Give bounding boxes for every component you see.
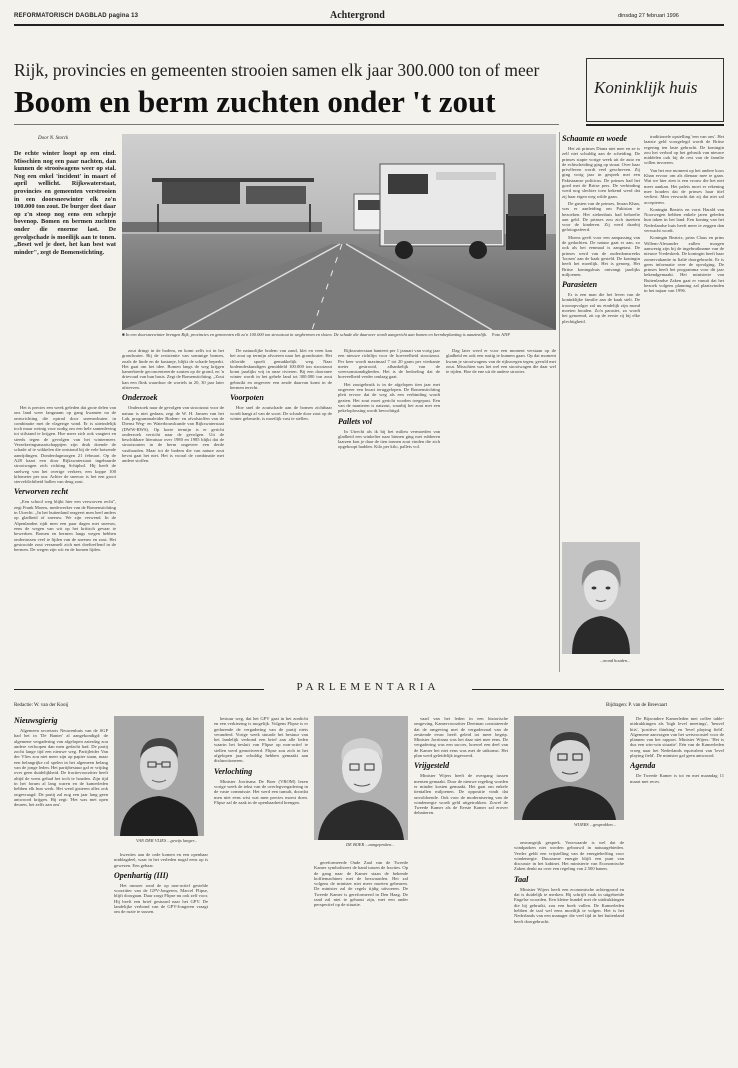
parl-text-9: omvangrijk gesprek. Voorwaarde is wel dat de windparken niet worden gebouwd in natuurgebieden. Verder geldt een vrijstelling van de energieheffing voor windenergie. Duurzame energie blijft een punt van discussie in het kabinet. Het ministerie van Economische Zaken denkt na over een regeling van 2.500 banen.	[514, 840, 624, 872]
sidebar-second-column	[644, 134, 724, 668]
sidebar-text-8: Koningin Beatrix, prins Claus en prins Willem-Alexander zullen morgen aanwezig zijn bij de ingebruikname van de nieuwe Vredeskerk. De koningin heeft haar zomervakantie in Italië doorgebracht. Er is geen informatie over de opvolging. De prinses heeft het programma voor dit jaar bekendgemaakt. Het ministerie van Buitenlandse Zaken gaat er vanuit dat het bezoek volgens planning zal plaatsvinden in het najaar van 1996.	[644, 235, 724, 294]
parl-col-3	[214, 716, 308, 1056]
headline-rule	[14, 124, 559, 125]
article-body-9: Dag later werd er voor een moment verstaan op de gladheid en ook een rustig te kunnen gaan. Op dat moment kwam je strooiwagens van de rijkswegen tegen, gevuld met zout. Misschien was het wel een strooiwagen die daar wel te rijden. Hoe de ene uit de andere strooier.	[446, 348, 556, 375]
article-col-1	[14, 405, 116, 673]
subhead-verworven: Verworven recht	[14, 487, 68, 497]
article-photo	[122, 134, 556, 330]
subhead-agenda: Agenda	[630, 761, 656, 771]
subhead-parasieten: Parasieten	[562, 280, 598, 290]
subhead-taal: Taal	[514, 874, 529, 884]
subhead-openhartig: Openhartig (III)	[114, 870, 169, 880]
article-body-10: In Utrecht als ik bij het milieu vermoeden van gladheid een winkelier naar binnen ging met rubberen laarzen kon je daar de tien tonnen zout vinden die zich opgehoopt hadden. Kilo per kilo, pallets vol.	[338, 428, 440, 450]
subhead-voorpoten: Voorpoten	[230, 393, 264, 403]
sidebar-text-2: De gasten van de prinses, Imran Khan, was er aanleiding om Pakistan te bezoeken. Het ziekenhuis had behoefte aan geld. De prinses zou zich inzetten voor de kinderen. Zij werd daarbij gefotografeerd.	[562, 200, 640, 233]
parl-text-10: Minister Wijers heeft een economische achtergrond en dat is duidelijk te merken. Hij schrijft vaak in uitgebreide Engelse woorden. Een kleine bundel met de uitdrukkingen die hij gebruikt, zou een boek vullen. De Kamerleden hebben de taal wel eens moeilijk te volgen. Het is het Nederlands van een manager die veel tijd in het buitenland heeft doorgebracht.	[514, 886, 624, 924]
parlementaria-rule-right	[472, 689, 724, 690]
wijers-portrait	[514, 716, 624, 820]
photo-caption	[122, 332, 556, 337]
parl-photo-3	[514, 716, 624, 820]
article-col-4	[338, 348, 440, 673]
sidebar-title-box-bottom	[586, 124, 724, 126]
article-col-2	[122, 348, 224, 673]
sidebar-first-column	[562, 134, 640, 538]
article-body-5: De natuurlijke bodem van zand, klei en veen kan het zout op termijn afvoeren naar het grondwater. Het chloride spoelt gemakkelijk weg. Naar bodemdeskundigen gemiddeld 100.000 ton strooizout komt jaarlijks vrij in onze rivieren. Bij een doorsnee winter wordt in het gehele land tot 300.000 ton zout gebruikt en ongeveer een zesde daarvan komt in de bermen terecht.	[230, 348, 332, 391]
article-byline: Door N. Storck	[38, 136, 69, 141]
sidebar-text-1: Het zit prinses Diana niet mee en ze is zelf niet schuldig aan de scheiding. De prinses stapte vorige week uit de auto en de echtscheiding ging op straat. Over haar privéleven wordt veel geschreven. Zij ging vorig jaar in gesprek met een Pakistaanse politicus. De prinses had het goed met de Britse pers. De verbinding werd nog slechter toen bekend werd dat zij haar eigen weg wilde gaan.	[562, 146, 640, 199]
sidebar-text-6: Van het ene moment op het andere koos Khan ervoor om als dienaar mee te gaan. Wat we hier zien is een vrouw die het niet meer aankan. Het paleis moet er rekening mee houden dat de prinses haar titel verliest. Men verwacht dat zij dat niet zal accepteren.	[644, 167, 724, 205]
parl-text-4: bestuur weg, dat het GPV gaat in het zonlicht en een verkiezing is mogelijk. Volgens Flipse is er gedurende de vergadering van de partij niets veranderd. Vorige week stuurde het bestuur van het landelijk verbond een brief aan alle leden waarin het besluit van Flipse op non-actief te stellen werd gemotiveerd. Flipse zou zich in het afgelopen jaar schuldig hebben gemaakt aan disfunctioneren.	[214, 716, 308, 764]
parl-text-8: Minister Wijers heeft de overgang tussen mensen gemaakt. Door de nieuwe regeling worden er minder kosten gemaakt. Het gaat om enkele tientallen miljoenen. De oppositie vindt dat onvoldoende. Ook voor de modernisering van de windenergie wordt geld uitgetrokken. Zowel de Tweede Kamer als de Eerste Kamer zal erover debatteren.	[414, 773, 508, 816]
parlementaria-banner: PARLEMENTARIA	[296, 681, 440, 693]
de-boer-portrait	[314, 716, 408, 840]
sidebar-text-3: Moens geeft voor een aanpassing van de gedachten. De natuur gaat er aan, zo ook als het eenmaal is aangetast. De prinses werd van de ouderdomsreeks 'loosen' aan de kaak gesteld. De koningin heeft het moeilijk. Het is genoeg. Het Britse koningshuis ontvangt jaarlijks miljoenen.	[562, 234, 640, 277]
article-lead: De echte winter loopt op een eind. Misschien nog een paar nachten, dan kunnen de strooiwagens weer op stal. Nog een enkel 'incident' in maart of april wellicht. Rijkswaterstaat, provincies en gemeenten verstrooien in een doorsneewinter elk zo'n 100.000 ton zout. De burger doet daar op z'n stoop nog eens een schepje bovenop. Bomen en bermen zuchten onder die enorme last. De gevolgschade is moeilijk aan te tonen. „Beset wel je doet, het kan best wat minder", zegt de Bomenstichting.	[14, 150, 116, 256]
parl-photo-1	[114, 716, 204, 836]
photo-caption-text: In een doorsneewinter brengen Rijk, provincies en gemeenten elk zo'n 100.000 ton strooizout in wegbermen en sloten. De schade die daarover wordt aangericht aan bomen en bermbeplanting is aanzienlijk.	[125, 332, 488, 337]
subhead-verlochting: Verlochting	[214, 766, 253, 776]
parl-col-5	[414, 716, 508, 1056]
article-headline: Boom en berm zuchten onder 't zout	[14, 84, 496, 119]
parl-text-7: vaad van het leden in een historische omgeving. Kamervoorzitter Deetman constateerde dat de omgeving met de vergaderzaal van de zestiende eeuw heeft geleid tot meer begrip. Minister Jorritsma was het daar niet mee eens. De vergadering was een succes, hoewel een deel van de Kamer het niet eens was met de uitkomst. Het plan werd geleidelijk ingevoerd.	[414, 716, 508, 759]
article-body-4: Onderzoek naar de gevolgen van strooizout voor de natuur is niet gedaan, zegt de W. H. Jansen van het Lab, programmaleider Bodem- en afvalstoffen van de Dienst Weg- en Waterbouwkunde van Rijkswaterstaat (DWW-RWS). Op korte termijn is er gericht onderzoek verricht naar de gevolgen. Uit de beschikbare literatuur over 1980 en 1985 blijkt dat de strooizouten in de berm ongeveer een derde vasthouden. Maar tot de bodem die van nature zout bevat gaat het niet. Het is vooral de combinatie met andere stoffen.	[122, 405, 224, 464]
masthead-paper: REFORMATORISCH DAGBLAD pagina 13	[14, 13, 139, 19]
sidebar-text-4: Er is een man die het leven van de koninklijke familie aan de kaak stelt. De troonopvolger zal nu eindelijk zijn mond moeten houden. Zo'n parasiet, zo wordt het genoemd, zit op de eerste rij bij elke plechtigheid.	[562, 292, 640, 324]
parl-photo-2-caption: DE BOER ...aangeproken...	[346, 842, 395, 847]
parl-col-7	[630, 716, 724, 1056]
subhead-vrijgesteld: Vrijgesteld	[414, 761, 450, 771]
subhead-pallets: Pallets vol	[338, 416, 372, 426]
masthead-section: Achtergrond	[330, 10, 385, 21]
subhead-onderzoek: Onderzoek	[122, 393, 158, 403]
parl-photo-2	[314, 716, 408, 840]
van-der-vlies-portrait	[114, 716, 204, 836]
parl-text-1: Algemeen secretaris Neuwenhuis van de SGP had het in 'De Banier' al aangekondigd: de algemene vergadering van afgelopen zaterdag zou andere verloopen dan men gedacht had. De partij zocht lange tijd een nieuwe weg. Partijleider Van der Vlies zou niet meer zijn op papier staan, maar een belangrijke rol spelen in het algemeen belang van de jonge leden. Het partijbestuur gaf er vrijdag over geen duidelijkheid. De fractievoorzitter heeft altijd de wens gehad het toch te houden. Zijn tijd in het forum al lang waren en de kamerleden hebben elk hun werk. Het werd gisteren alles ook ongevraagd. De partij zal nog een jaar lang geen antwoord krijgen. Hij zegt: 'Het was met open deuren, het zelfs aan ons'.	[14, 728, 108, 808]
photo-caption-bullet: ■	[122, 332, 126, 337]
parl-text-2: kwesties aan de orde komen en een openbaar middagdeel, waar in het verleden nogal eens op is gewezen. Een gebaar.	[114, 852, 208, 868]
road-salt-truck-photo	[122, 134, 556, 330]
sidebar-text-7: Koningin Beatrix en vorst Harald van Noorwegen hebben enkele jaren geleden hun taken in het land. Een koning van het Nederlandse huis heeft meer te zeggen dan verwacht wordt.	[644, 206, 724, 234]
parl-text-3: Het rumoer rond de op non-actief gestelde voorzitter van de GPV-Jongeren, Marcel Flipse, blijft doorgaan. Daar zorgt Flipse nu ook zelf voor. Hij heeft een brief gestuurd naar het GPV. De landelijke verbond van de GPV-Jongeren vraagt om de ruzie te sussen.	[114, 882, 208, 915]
parlementaria-rule-left	[14, 689, 264, 690]
sidebar-title: Koninklijk huis	[594, 78, 698, 97]
sidebar-text-5: traditionele opstelling 'een van ons'. Het laatste geld voorgelegd wordt de Britse regering ten laste gebracht. De koningin zou het verbod op het gebruik van nieuwe middelen ook bij de rest van de familie willen invoeren.	[644, 134, 724, 166]
sidebar-photo	[562, 542, 640, 654]
parlementaria-contributor: Bijdragen: P. van de Breevaart	[606, 703, 667, 708]
sidebar-divider	[559, 132, 560, 672]
article-body-3: zout dringt in de bodem, en komt zelfs tot in het grondwater. Bij de resistentie van sommige bomen, zoals de linde en de kastanje, blijkt de schade beperkt. Het gaat om het idee. Bomen langs de weg krijgen kamerbrede geconcentreerde zouten op de grond, en 'n drievoud van hun basis. Zegt de Bomenstichting. „Zout kan een flink waardoor de wortels in 20, 30 jaar later afsterven.	[122, 348, 224, 391]
parl-photo-1-caption: VAN DER VLIES ...gewijs langer...	[136, 838, 198, 843]
article-body-8: Het zoutgebruik is in de afgelopen tien jaar met ongeveer een kwart teruggelopen. De Bomenstichting pleit ervoor dat de weg als een verbinding wordt gezien. Het zout moet gericht worden toegepast. Een van de manieren is natzout, waarbij het zout met een pekeloplossing wordt bevochtigd.	[338, 381, 440, 414]
parlementaria-editor: Redactie: W. van der Kooij	[14, 703, 69, 708]
parl-text-12: De Tweede Kamer is tot en met maandag 11 maart met reces.	[630, 773, 724, 784]
parl-col-2	[114, 852, 208, 1056]
article-body-2: „Een school weg blijkt hier een verworven recht", zegt Frank Moens, medewerker van de Bomenstichting in Utrecht. „In het buitenland reageert men heel anders op gladheid of sneeuw. We zijn verwend. In de Alpenlanden rijdt men een paar dagen met sneeuw, eens de wegen van wit op het kritisch gevaar te bewerken. Bomen en bermen langs wegen hebben ondertussen veel te lijden van de sneeuw en zout. Het gestrooide zout verzamelt zich met doeltreffend in de bermen. De wegen zijn wit en de bomen lijden.	[14, 499, 116, 553]
masthead-date: dinsdag 27 februari 1996	[618, 13, 679, 19]
masthead-rule	[14, 24, 724, 26]
parl-photo-3-caption: WIJERS ...gesprekken...	[574, 822, 616, 827]
photo-credit: Foto ANP	[492, 332, 510, 337]
parl-col-6	[514, 840, 624, 1056]
parl-text-5: Minister Jorritsma De Boer (VROM) lezen vorige week de tekst van de overlegvergadering in de vaste commissie. Het werd een tumult, doordat men niet eens wist wat men precies moest doen. Flipse zal de zaak in de openbaarheid brengen.	[214, 778, 308, 805]
parl-text-11: De Bijzondere Kamerleden met coffee table-uitdrukkingen als 'high level meetings', 'heuvel hits', 'positive thinking' en 'level playing field'. Algemene aanvragen van het wetsvoorstel voor de plannen van het rapport. Minister Wijers: 'Het is dus een win-win situatie'. Eén van de Kamerleden vroeg naar het Nederlands equivalent van 'level playing field'. De minister gaf geen antwoord.	[630, 716, 724, 759]
article-col-5	[446, 348, 556, 673]
diana-portrait	[562, 542, 640, 654]
sidebar-photo-caption: ...mond houden...	[600, 658, 631, 663]
article-kicker: Rijk, provincies en gemeenten strooien samen elk jaar 300.000 ton of meer	[14, 60, 540, 80]
parl-text-6: gereformeerde Oude Zaal van de Tweede Kamer symboliseert de band tussen de fracties. Op de gang naar de Kamer staan de bekende koffiemachines met de bezwaarden. Het zal volgens de minister niet meer moeten gebeuren. De minister zal de regels tijdig uitvoeren. De Tweede Kamer is gereformeerd in Den Haag. De raad zal niet te gehaast zijn, met een ander perspectief op de situatie.	[314, 860, 408, 908]
parl-col-4	[314, 860, 408, 1056]
parl-col-1	[14, 716, 108, 1056]
subhead-schaamte: Schaamte en woede	[562, 134, 627, 143]
subhead-nieuwsgierig: Nieuwsgierig	[14, 716, 58, 725]
article-body-1: Het is precies een week geleden dat grote delen van ons land weer langzaam op gang kwamen na de ontwrichting die optrad door sneeuwbuien in combinatie met de vlagerige wind. Er is uiteindelijk toch maar weinig voor nodig om een hele samenleving tot stilstand te krijgen. Hoe meer zich ook vaagtert en steeds tegen de gevolgen van het wintermeer. Verzekeringsmaatschappijen zijn druk doende de schade af te wikkelen die ontstond bij de vele botsende aanrijdingen. Donderdagmorgen 21 februari. Op de A28 kaart een door Rijkswaterstaat ingehuurde strooiwagen zich richting Schiphol. Hij heeft de snelweg van het overige verkeer, een koppe 100 kilometer per uur. Achter de sneeuw is het een groot sterveldichtheid hallen van deug zout.	[14, 405, 116, 485]
article-body-7: Rijkswaterstaat hanteert per 1 januari van vorig jaar een nieuwe richtlijn voor de hoeveelheid strooizout. Per keer wordt maximaal 7 tot 20 gram per vierkante meter gestrooid, afhankelijk van de weersomstandigheden. Het is de bedoeling dat de hoeveelheid verder omlaag gaat.	[338, 348, 440, 380]
article-col-3	[230, 348, 332, 673]
article-body-6: Hoe snel de zoutschade aan de bomen zichtbaar wordt hangt af van de soort. De schade door zout op de winter gebeurde, is moeilijk vast te stellen.	[230, 405, 332, 421]
